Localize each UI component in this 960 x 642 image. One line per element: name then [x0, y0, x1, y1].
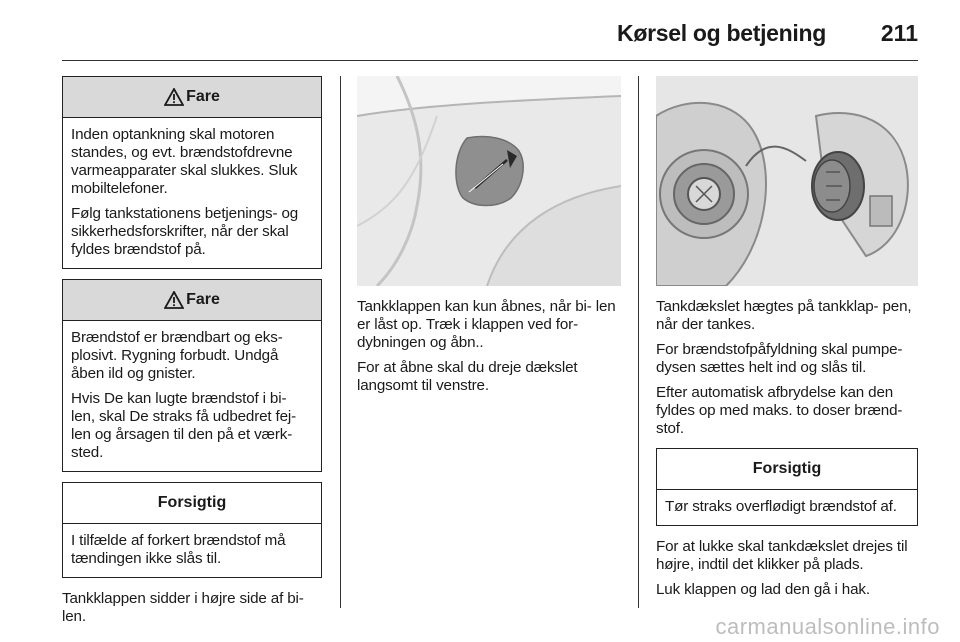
caution-box-1-body — [63, 524, 321, 577]
warning-box-1-body — [63, 118, 321, 268]
column-3-text-bottom — [656, 538, 918, 599]
caution-box-2 — [656, 448, 918, 526]
paragraph: Efter automatisk afbrydelse kan den fyldes op med maks. to doser brænd- stof. — [656, 384, 903, 437]
fuel-cap-drawing — [656, 76, 918, 286]
caution-box-1-header — [63, 483, 321, 524]
warning-box-2-header — [63, 280, 321, 321]
column-divider-right — [638, 76, 639, 608]
column-1 — [62, 76, 322, 633]
caution-box-2-body — [657, 490, 917, 525]
paragraph: Brændstof er brændbart og eks- plosivt. Rygning forbudt. Undgå åben ild og gnister. — [71, 329, 283, 382]
column-divider-left — [340, 76, 341, 608]
caution-box-2-header — [657, 449, 917, 490]
watermark: carmanualsonline.info — [715, 614, 940, 639]
paragraph: Tør straks overflødigt brændstof af. — [665, 498, 897, 515]
caution-box-2-title: Forsigtig — [752, 460, 822, 477]
page-header — [62, 14, 918, 61]
warning-triangle-icon — [164, 88, 184, 106]
column-3 — [656, 76, 918, 606]
caution-box-1-title: Forsigtig — [157, 494, 227, 511]
fuel-flap-drawing — [357, 76, 621, 286]
column-1-text — [62, 590, 322, 626]
page-number: 211 — [880, 20, 918, 46]
paragraph: Følg tankstationens betjenings- og sikkerhedsforskrifter, når der skal fyldes brændstof på. — [71, 205, 299, 258]
paragraph: I tilfælde af forkert brændstof må tændingen ikke slås til. — [71, 532, 286, 567]
page-title: Kørsel og betjening — [617, 20, 826, 46]
warning-box-2-title: Fare — [186, 291, 220, 308]
column-2 — [357, 76, 621, 402]
column-3-text-top — [656, 298, 918, 438]
warning-box-1 — [62, 76, 322, 269]
warning-triangle-icon — [164, 291, 184, 309]
paragraph: Luk klappen og lad den gå i hak. — [656, 581, 870, 598]
paragraph: Tankdækslet hægtes på tankklap- pen, når der tankes. — [656, 298, 912, 333]
paragraph: Inden optankning skal motoren standes, og evt. brændstofdrevne varmeapparater skal slukkes. Sluk mobiltelefoner. — [71, 126, 298, 197]
paragraph: Tankklappen sidder i højre side af bi- len. — [62, 590, 304, 625]
caution-box-1 — [62, 482, 322, 578]
column-2-text — [357, 298, 621, 395]
paragraph: For at åbne skal du dreje dækslet langsomt til venstre. — [357, 359, 578, 394]
fuel-cap-illustration — [656, 76, 918, 286]
paragraph: For brændstofpåfyldning skal pumpe- dysen sættes helt ind og slås til. — [656, 341, 903, 376]
fuel-flap-illustration — [357, 76, 621, 286]
warning-box-2 — [62, 279, 322, 472]
warning-box-1-title: Fare — [186, 88, 220, 105]
paragraph: Tankklappen kan kun åbnes, når bi- len er låst op. Træk i klappen ved for- dybningen og åbn.. — [357, 298, 616, 351]
paragraph: Hvis De kan lugte brændstof i bi- len, skal De straks få udbedret fej- len og årsagen til den på et værk- sted. — [71, 390, 297, 461]
paragraph: For at lukke skal tankdækslet drejes til højre, indtil det klikker på plads. — [656, 538, 908, 573]
warning-box-2-body — [63, 321, 321, 471]
warning-box-1-header — [63, 77, 321, 118]
